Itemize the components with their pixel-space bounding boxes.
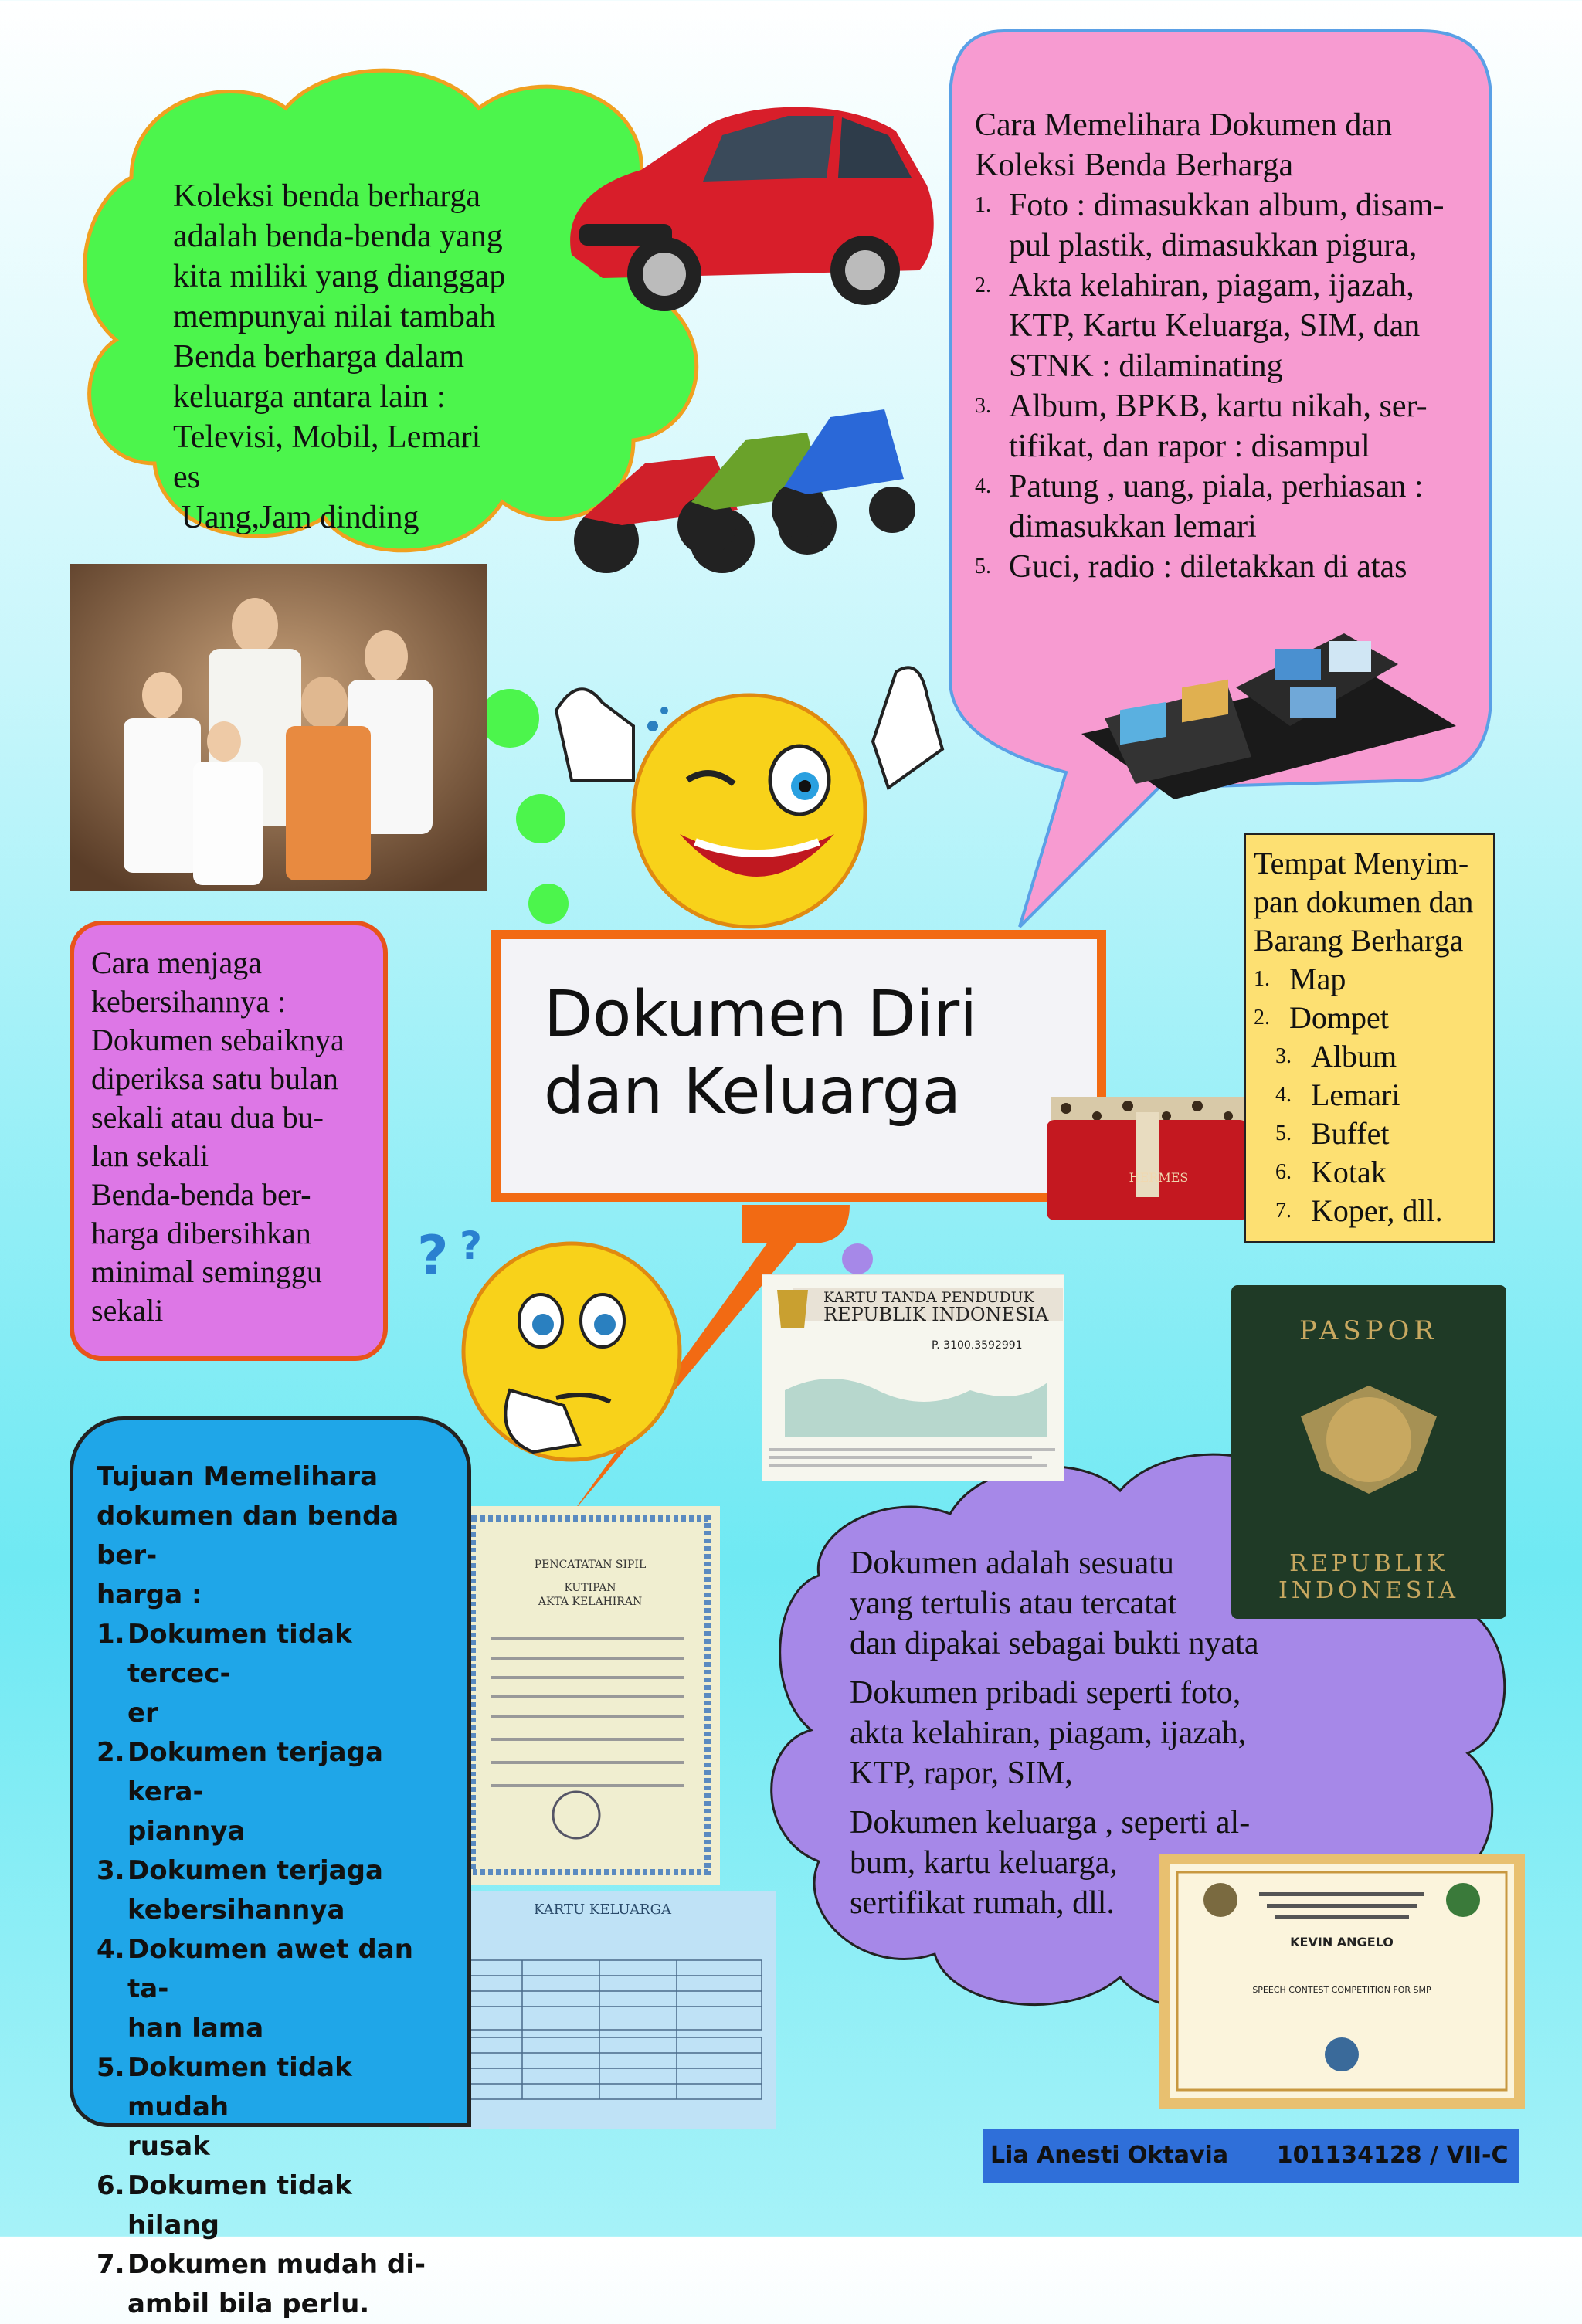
text-line: Album, BPKB, kartu nikah, ser- [1009,388,1428,424]
list-item [97,2245,452,2324]
text-line: harga dibersihkan [91,1216,311,1250]
text-line: dimasukkan lemari [1009,509,1257,545]
photo-album-image [1074,626,1460,803]
storage-places-box [1244,833,1495,1243]
text-line: Foto : dimasukkan album, disam- [1009,188,1445,223]
akta-title: AKTA KELAHIRAN [538,1596,643,1608]
family-card-image [429,1891,776,2129]
purpose-box [70,1416,471,2319]
item-number: 5. [97,2052,125,2083]
list-item [975,185,1469,266]
paragraph [850,1543,1313,1664]
text-line: Dokumen terjaga [127,1855,383,1886]
section-title: dokumen dan benda ber- [97,1501,399,1571]
text-line: Dokumen awet dan ta- [127,1934,413,2004]
list-item [1275,1153,1485,1192]
winking-smiley-icon [533,656,966,935]
text-line: han lama [127,2013,264,2044]
list-item [1254,999,1485,1037]
svg-text:?: ? [417,1224,449,1288]
text-line: er [127,1698,158,1729]
text-line: Uang,Jam dinding [173,500,419,535]
section-title: Koleksi Benda Berharga [975,148,1294,183]
text-line: mempunyai nilai tambah [173,299,496,334]
text-line: Koleksi benda berharga [173,178,481,214]
maintenance-instructions [975,105,1469,587]
item-number: 1. [1254,967,1270,991]
bag-brand-label: HERMES [1129,1170,1189,1185]
item-number: 3. [1275,1044,1292,1068]
text-line: Dokumen keluarga , seperti al- [850,1805,1251,1841]
author-name: Lia Anesti Oktavia [990,2142,1229,2169]
section-title: harga : [97,1579,202,1610]
item-number: 2. [975,273,991,297]
text-line: Dokumen tidak hilang [127,2170,352,2241]
text-line: sertifikat rumah, dll. [850,1885,1115,1921]
certificate-image [1159,1854,1525,2109]
section-title: pan dokumen dan [1254,884,1474,919]
passport-title: PASPOR [1299,1315,1438,1346]
section-title: Cara Memelihara Dokumen dan [975,107,1392,143]
text-line: akta kelahiran, piagam, ijazah, [850,1715,1247,1751]
certificate-event: SPEECH CONTEST COMPETITION FOR SMP [1252,1985,1431,1995]
item-number: 5. [1275,1121,1292,1145]
text-line: rusak [127,2131,210,2162]
item-text: Koper, dll. [1311,1193,1443,1228]
list-item [97,1615,452,1733]
list-item [975,466,1469,547]
passport-country: INDONESIA [1278,1577,1459,1604]
passport-country: REPUBLIK [1289,1550,1448,1577]
item-number: 1. [975,193,991,217]
birth-certificate-image [460,1506,720,1885]
item-number: 3. [975,394,991,418]
text-line: Dokumen pribadi seperti foto, [850,1675,1241,1711]
list-item [97,1733,452,1851]
ktp-number: P. 3100.3592991 [932,1339,1023,1352]
text-line: Cara menjaga [91,945,262,980]
text-line: KTP, rapor, SIM, [850,1756,1073,1791]
text-line: adalah benda-benda yang [173,219,503,254]
list-item [97,2166,452,2245]
red-car-image [556,93,942,317]
list-item [97,2048,452,2166]
text-line: keluarga antara lain : [173,379,446,415]
text-line: sekali [91,1293,164,1328]
list-item [1254,960,1485,999]
text-line: kebersihannya [127,1895,345,1925]
list-item [975,266,1469,386]
text-line: kebersihannya : [91,984,287,1019]
text-line: Dokumen tidak tercec- [127,1619,352,1689]
section-title: Tempat Menyim- [1254,846,1469,880]
text-line: Dokumen sebaiknya [91,1023,345,1057]
purple-bubble-dot [842,1243,873,1274]
text-line: minimal seminggu [91,1254,322,1289]
text-line: Dokumen adalah sesuatu [850,1545,1174,1581]
item-number: 7. [97,2249,125,2280]
page-title [491,930,1106,1202]
list-item [975,386,1469,466]
list-item [975,547,1469,587]
item-number: 6. [97,2170,125,2201]
list-item [1275,1076,1485,1115]
author-id: 101134128 / VII-C [1276,2142,1509,2169]
item-text: Map [1289,962,1346,996]
item-number: 6. [1275,1160,1292,1184]
text-line: KTP, Kartu Keluarga, SIM, dan [1009,308,1421,344]
list-item [1275,1192,1485,1230]
author-footer [983,2129,1519,2183]
text-line: sekali atau dua bu- [91,1100,324,1135]
item-text: Buffet [1311,1116,1390,1151]
cleaning-info-box [70,921,388,1361]
text-line: Benda berharga dalam [173,339,465,375]
item-text: Lemari [1311,1077,1400,1112]
ktp-title: KARTU TANDA PENDUDUK [823,1289,1034,1306]
item-number: 7. [1275,1199,1292,1223]
text-line: es [173,460,200,495]
item-number: 3. [97,1855,125,1886]
text-line: piannya [127,1816,246,1847]
text-line: Benda-benda ber- [91,1177,311,1212]
ktp-card-image [762,1274,1064,1481]
title-line: Dokumen Diri [544,978,978,1051]
akta-title: PENCATATAN SIPIL [534,1559,647,1571]
text-line: Dokumen terjaga kera- [127,1737,383,1807]
green-bubble-dot [480,689,539,748]
item-text: Dompet [1289,1000,1389,1035]
list-item [97,1930,452,2048]
text-line: Dokumen mudah di- [127,2249,426,2280]
text-line: Guci, radio : diletakkan di atas [1009,549,1407,585]
text-line: diperiksa satu bulan [91,1061,338,1096]
motorbikes-image [552,371,915,579]
section-title: Tujuan Memelihara [97,1461,379,1492]
list-item [1275,1037,1485,1076]
item-number: 1. [97,1619,125,1650]
item-text: Kotak [1311,1155,1387,1189]
text-line: Dokumen tidak mudah [127,2052,352,2122]
text-line: Akta kelahiran, piagam, ijazah, [1009,268,1414,304]
list-item [1275,1115,1485,1153]
title-line: dan Keluarga [544,1055,962,1128]
kk-title: KARTU KELUARGA [534,1902,671,1918]
collection-description [173,176,536,538]
text-line: yang tertulis atau tercatat [850,1586,1177,1621]
item-number: 4. [97,1934,125,1965]
text-line: ambil bila perlu. [127,2288,370,2319]
text-line: kita miliki yang dianggap [173,259,506,294]
text-line: STNK : dilaminating [1009,348,1283,384]
item-number: 2. [1254,1006,1270,1030]
text-line: dan dipakai sebagai bukti nyata [850,1626,1259,1661]
text-line: lan sekali [91,1138,209,1173]
text-line: pul plastik, dimasukkan pigura, [1009,228,1417,263]
item-text: Album [1311,1039,1397,1074]
handbag-image [1035,1074,1259,1236]
akta-title: KUTIPAN [564,1582,616,1594]
list-item [97,1851,452,1930]
ktp-subtitle: REPUBLIK INDONESIA [823,1304,1049,1325]
text-line: Patung , uang, piala, perhiasan : [1009,469,1424,504]
family-photo [70,564,487,891]
text-line: Televisi, Mobil, Lemari [173,419,481,455]
item-number: 4. [1275,1083,1292,1107]
text-line: tifikat, dan rapor : disampul [1009,429,1370,464]
svg-text:?: ? [460,1223,483,1268]
item-number: 5. [975,555,991,578]
certificate-name: KEVIN ANGELO [1290,1935,1394,1949]
paragraph [850,1673,1313,1793]
text-line: bum, kartu keluarga, [850,1845,1118,1881]
item-number: 4. [975,474,991,498]
section-title: Barang Berharga [1254,923,1464,958]
item-number: 2. [97,1737,125,1768]
